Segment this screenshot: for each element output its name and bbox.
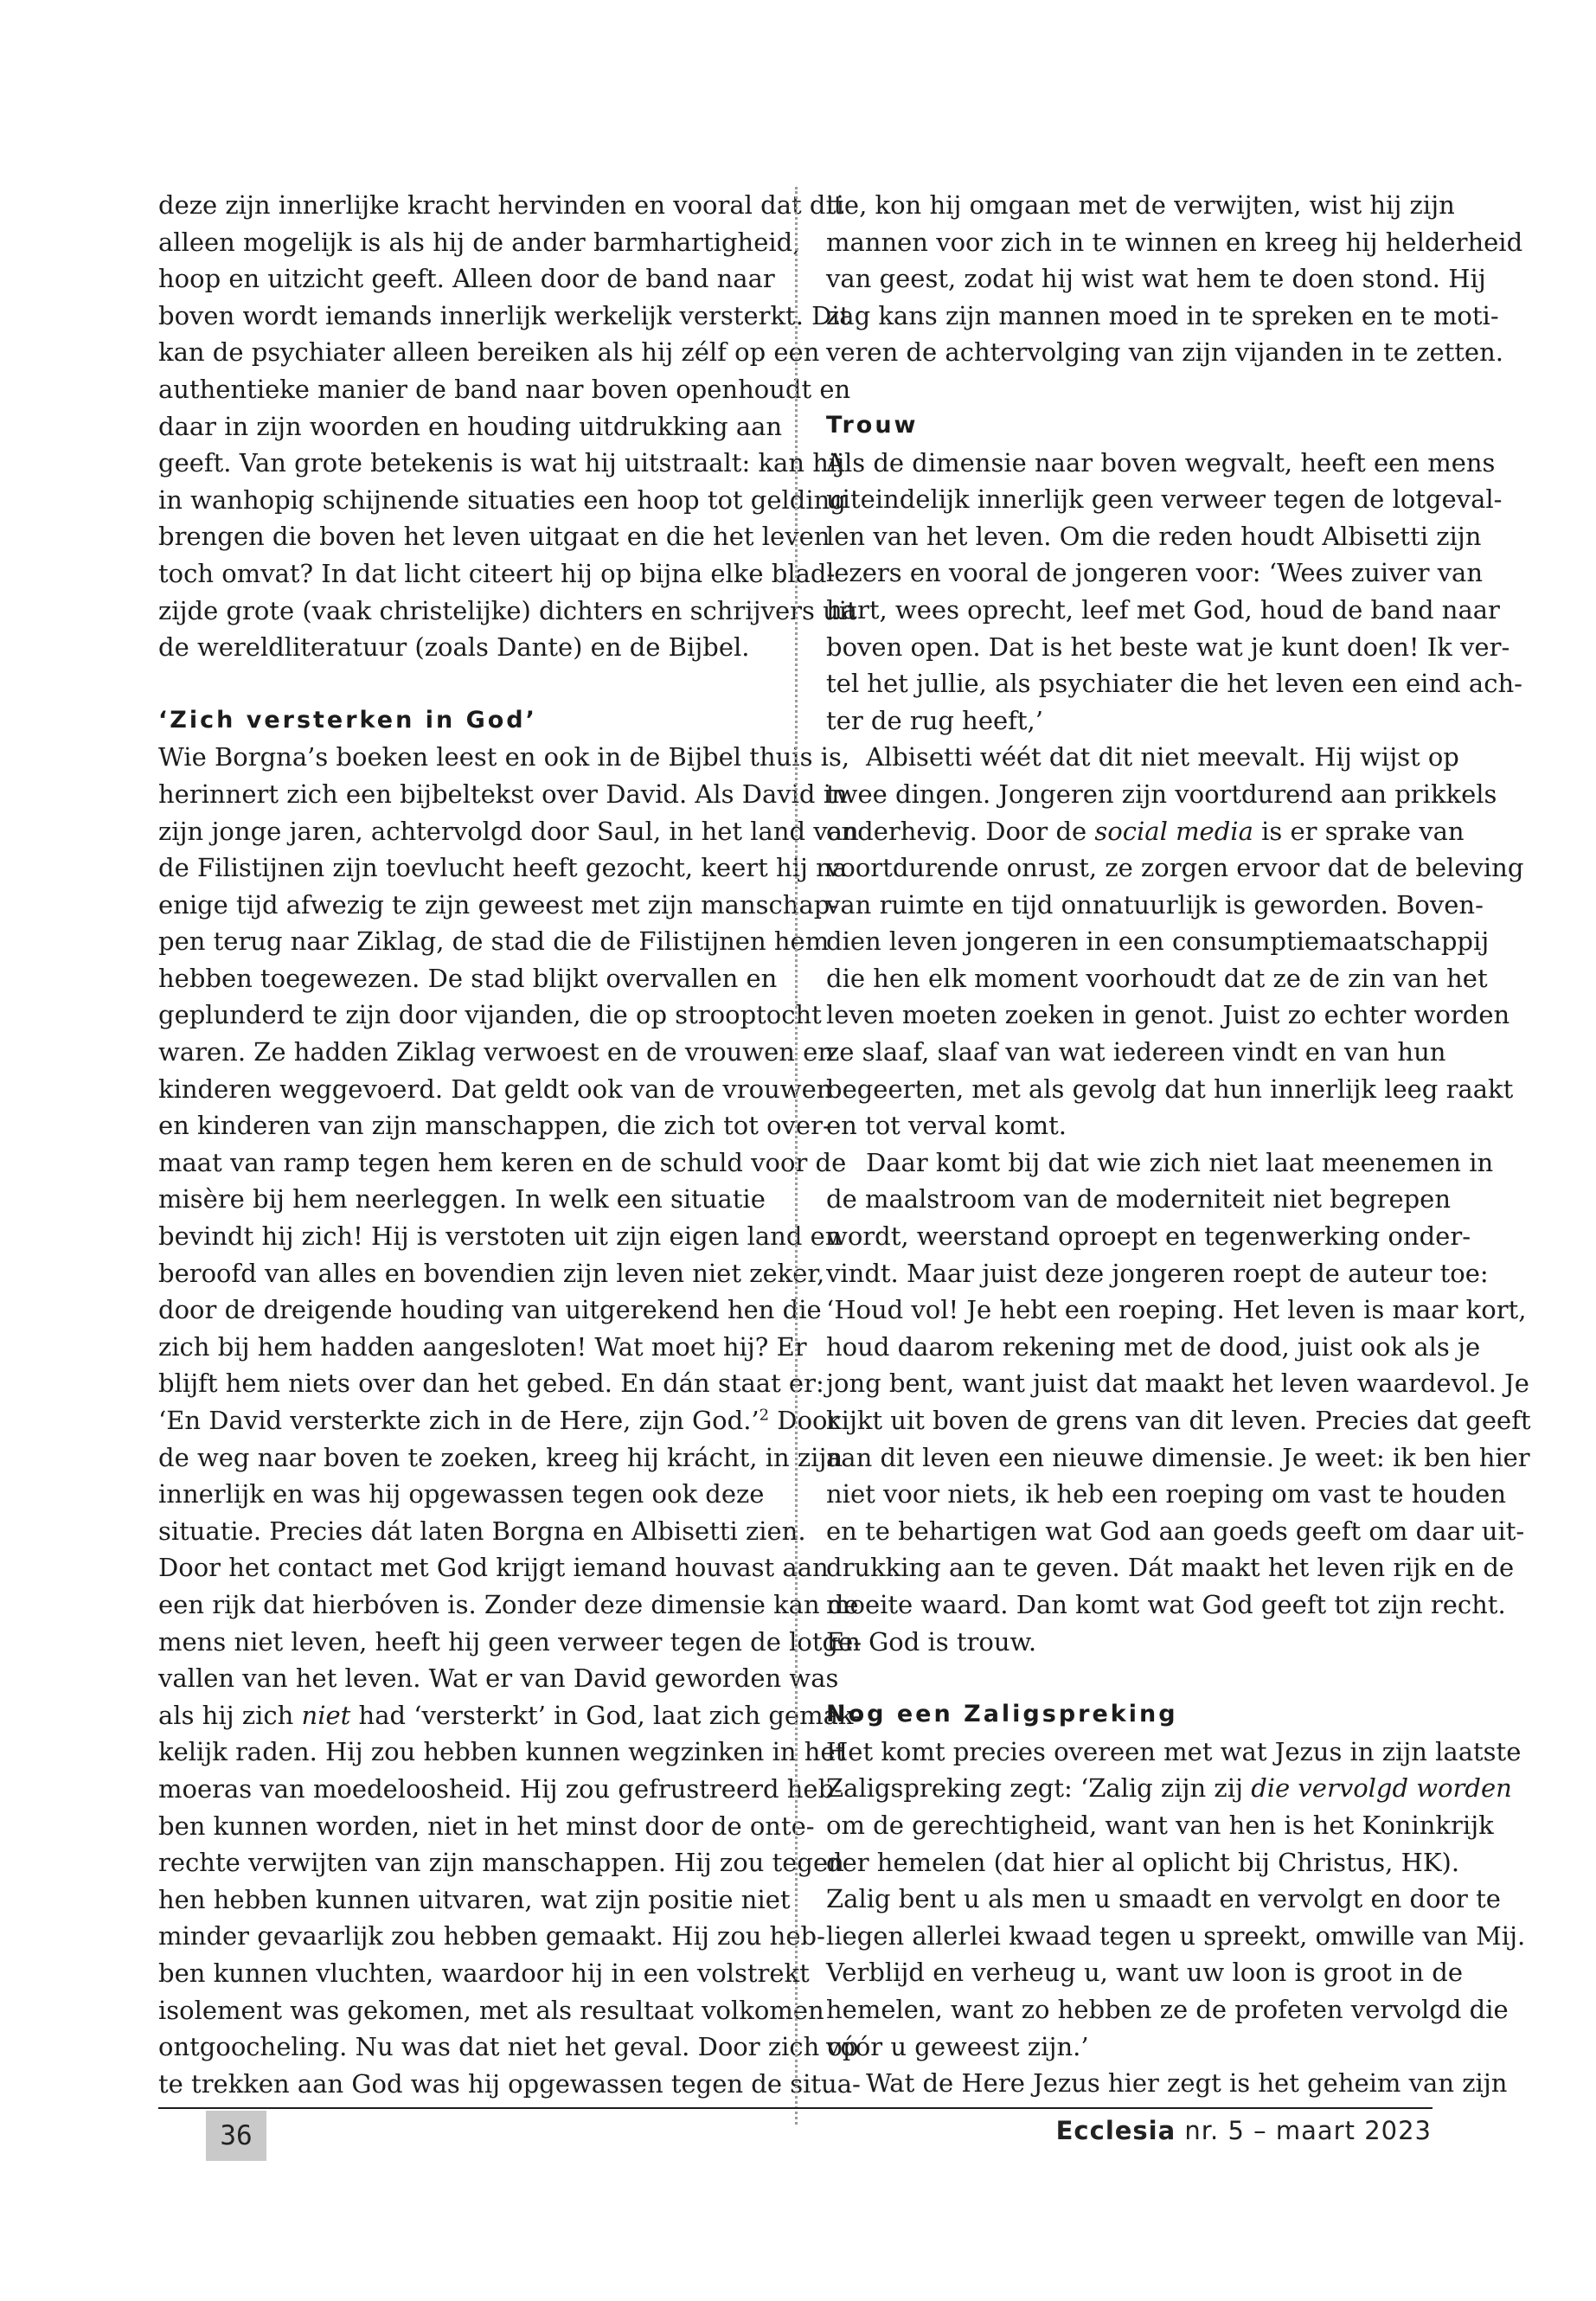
text-line bbox=[826, 1770, 1512, 1807]
text-line: Als de dimensie naar boven wegvalt, heeft een mens bbox=[826, 447, 1496, 478]
column-divider bbox=[795, 187, 798, 2125]
text-line: om de gerechtigheid, want van hen is het Koninkrijk bbox=[826, 1810, 1494, 1840]
text-line: authentieke manier de band naar boven openhoudt en bbox=[158, 374, 851, 404]
spacer bbox=[826, 1660, 1449, 1696]
text-line: de wereldliteratuur (zoals Dante) en de Bijbel. bbox=[158, 632, 750, 663]
paragraph-continuation bbox=[826, 187, 1523, 371]
text-line: dien leven jongeren in een consumptiemaatschappij bbox=[826, 926, 1490, 957]
text-line bbox=[158, 1402, 840, 1439]
text-line: de maalstroom van de moderniteit niet begrepen bbox=[826, 1184, 1452, 1215]
text-line: maat van ramp tegen hem keren en de schuld voor de bbox=[158, 1147, 847, 1177]
text-line: toch omvat? In dat licht citeert hij op bijna elke blad- bbox=[158, 558, 836, 588]
text-line: beroofd van alles en bovendien zijn leven niet zeker, bbox=[158, 1258, 825, 1288]
text-fragment: is er sprake van bbox=[1253, 816, 1465, 846]
spacer bbox=[826, 371, 1449, 407]
paragraph-moderniteit bbox=[826, 1144, 1531, 1660]
text-line: drukking aan te geven. Dát maakt het leven rijk en de bbox=[826, 1553, 1515, 1583]
text-line: en tot verval komt. bbox=[826, 1111, 1067, 1141]
text-line: voortdurende onrust, ze zorgen ervoor dat de beleving bbox=[826, 853, 1524, 883]
text-fragment: Zaligspreking zegt: ‘Zalig zijn zij bbox=[826, 1773, 1252, 1804]
text-line: de weg naar boven te zoeken, kreeg hij krácht, in zijn bbox=[158, 1442, 843, 1472]
text-line: ze slaaf, slaaf van wat iedereen vindt en van hun bbox=[826, 1037, 1446, 1067]
paragraph-zaligspreking bbox=[826, 1734, 1526, 2065]
text-line: zich bij hem hadden aangesloten! Wat moet hij? Er bbox=[158, 1331, 807, 1362]
page-number: 36 bbox=[206, 2111, 266, 2161]
quote-text: ‘En David versterkte zich in de Here, zijn God.’ bbox=[158, 1406, 760, 1435]
text-line: zijn jonge jaren, achtervolgd door Saul, in het land van bbox=[158, 816, 859, 846]
text-line: blijft hem niets over dan het gebed. En dán staat er: bbox=[158, 1368, 824, 1399]
journal-issue bbox=[1056, 2116, 1432, 2145]
text-line: een rijk dat hierbóven is. Zonder deze dimensie kan de bbox=[158, 1589, 859, 1619]
text-line: rechte verwijten van zijn manschappen. Hij zou tegen bbox=[158, 1848, 844, 1878]
text-line: Door het contact met God krijgt iemand houvast aan bbox=[158, 1553, 829, 1583]
text-line: Daar komt bij dat wie zich niet laat meenemen in bbox=[866, 1147, 1494, 1177]
text-line: hebben toegewezen. De stad blijkt overvallen en bbox=[158, 963, 778, 993]
text-line: tel het jullie, als psychiater die het leven een eind ach- bbox=[826, 669, 1522, 699]
issue-info: nr. 5 – maart 2023 bbox=[1176, 2116, 1432, 2145]
text-line: vallen van het leven. Wat er van David geworden was bbox=[158, 1663, 839, 1694]
text-line: der hemelen (dat hier al oplicht bij Christus, HK). bbox=[826, 1847, 1460, 1877]
text-line: begeerten, met als gevolg dat hun innerlijk leeg raakt bbox=[826, 1074, 1514, 1104]
text-line: brengen die boven het leven uitgaat en die het leven bbox=[158, 522, 830, 552]
text-line: ‘Houd vol! Je hebt een roeping. Het leven is maar kort, bbox=[826, 1295, 1527, 1325]
text-line: boven open. Dat is het beste wat je kunt doen! Ik ver- bbox=[826, 631, 1510, 662]
text-line: deze zijn innerlijke kracht hervinden en vooral dat dit bbox=[158, 190, 844, 220]
text-line: in wanhopig schijnende situaties een hoop tot gelding bbox=[158, 484, 846, 515]
text-line: van ruimte en tijd onnatuurlijk is geworden. Boven- bbox=[826, 889, 1484, 920]
text-line: kan de psychiater alleen bereiken als hij zélf op een bbox=[158, 337, 820, 368]
text-line: Wat de Here Jezus hier zegt is het geheim van zijn bbox=[866, 2068, 1508, 2099]
text-line: te trekken aan God was hij opgewassen tegen de situa- bbox=[158, 2068, 861, 2099]
text-line: moeite waard. Dan komt wat God geeft tot zijn recht. bbox=[826, 1589, 1506, 1619]
text-line: pen terug naar Ziklag, de stad die de Filistijnen hem bbox=[158, 926, 830, 957]
text-line: niet voor niets, ik heb een roeping om vast te houden bbox=[826, 1479, 1507, 1509]
emphasis: social media bbox=[1094, 816, 1253, 846]
text-line: En God is trouw. bbox=[826, 1626, 1037, 1657]
text-line: moeras van moedeloosheid. Hij zou gefrustreerd heb- bbox=[158, 1773, 843, 1804]
emphasis: die vervolgd worden bbox=[1251, 1773, 1512, 1804]
text-line: vindt. Maar juist deze jongeren roept de auteur toe: bbox=[826, 1258, 1489, 1288]
text-line: situatie. Precies dát laten Borgna en Albisetti zien. bbox=[158, 1516, 806, 1546]
text-line: hen hebben kunnen uitvaren, wat zijn positie niet bbox=[158, 1884, 791, 1914]
text-line: veren de achtervolging van zijn vijanden in te zetten. bbox=[826, 337, 1503, 368]
text-line: kinderen weggevoerd. Dat geldt ook van de vrouwen bbox=[158, 1074, 833, 1104]
text-line: jong bent, want juist dat maakt het leven waardevol. Je bbox=[826, 1368, 1529, 1399]
paragraph-intro bbox=[158, 187, 857, 666]
text-line: Wie Borgna’s boeken leest en ook in de Bijbel thuis is, bbox=[158, 742, 850, 772]
text-line: herinnert zich een bijbeltekst over David. Als David in bbox=[158, 779, 848, 809]
journal-name: Ecclesia bbox=[1055, 2116, 1176, 2145]
section-heading-trouw: Trouw bbox=[826, 411, 919, 439]
text-line: zag kans zijn mannen moed in te spreken en te moti- bbox=[826, 300, 1499, 330]
text-line: len van het leven. Om die reden houdt Albisetti zijn bbox=[826, 521, 1482, 551]
text-line: Het komt precies overeen met wat Jezus in zijn laatste bbox=[826, 1736, 1522, 1766]
text-line: en kinderen van zijn manschappen, die zich tot over- bbox=[158, 1111, 831, 1141]
text-line: hart, wees oprecht, leef met God, houd de band naar bbox=[826, 594, 1500, 625]
text-line: isolement was gekomen, met als resultaat volkomen bbox=[158, 1995, 824, 2025]
left-column bbox=[158, 187, 862, 2102]
text-line: kelijk raden. Hij zou hebben kunnen wegzinken in het bbox=[158, 1737, 846, 1767]
text-line: hemelen, want zo hebben ze de profeten vervolgd die bbox=[826, 1994, 1509, 2024]
text-line: die hen elk moment voorhoudt dat ze de zin van het bbox=[826, 963, 1488, 993]
text-line: houd daarom rekening met de dood, juist ook als je bbox=[826, 1331, 1481, 1362]
text-line: misère bij hem neerleggen. In welk een situatie bbox=[158, 1184, 766, 1215]
text-line: minder gevaarlijk zou hebben gemaakt. Hij zou heb- bbox=[158, 1921, 825, 1952]
text-line: alleen mogelijk is als hij de ander barmhartigheid, bbox=[158, 227, 801, 257]
text-line: Verblijd en verheug u, want uw loon is groot in de bbox=[826, 1958, 1464, 1988]
section-heading-zaligspreking: Nog een Zaligspreking bbox=[826, 1701, 1178, 1728]
text-line: ontgoocheling. Nu was dat niet het geval. Door zich op bbox=[158, 2032, 859, 2062]
text-line: innerlijk en was hij opgewassen tegen ook deze bbox=[158, 1479, 765, 1509]
text-line: kijkt uit boven de grens van dit leven. Precies dat geeft bbox=[826, 1406, 1531, 1435]
text-line: aan dit leven een nieuwe dimensie. Je weet: ik ben hier bbox=[826, 1442, 1530, 1472]
text-line: de Filistijnen zijn toevlucht heeft gezocht, keert hij na bbox=[158, 853, 848, 883]
text-line: ter de rug heeft,’ bbox=[826, 705, 1043, 735]
text-line: daar in zijn woorden en houding uitdrukking aan bbox=[158, 411, 783, 441]
text-line: Zalig bent u als men u smaadt en vervolgt en door te bbox=[826, 1884, 1501, 1914]
text-fragment: Door bbox=[769, 1406, 840, 1435]
text-fragment: onderhevig. Door de bbox=[826, 816, 1095, 846]
text-line: leven moeten zoeken in genot. Juist zo echter worden bbox=[826, 1000, 1510, 1030]
section-heading-zich-versterken: ‘Zich versterken in God’ bbox=[158, 706, 537, 734]
text-line: tie, kon hij omgaan met de verwijten, wist hij zijn bbox=[826, 190, 1455, 220]
text-line: twee dingen. Jongeren zijn voortdurend aan prikkels bbox=[826, 779, 1497, 809]
text-line: liegen allerlei kwaad tegen u spreekt, omwille van Mij. bbox=[826, 1920, 1526, 1951]
text-line: bevindt hij zich! Hij is verstoten uit zijn eigen land en bbox=[158, 1221, 842, 1252]
text-line: lezers en vooral de jongeren voor: ‘Wees zuiver van bbox=[826, 558, 1484, 588]
text-line: geplunderd te zijn door vijanden, die op strooptocht bbox=[158, 1000, 822, 1030]
text-line: mannen voor zich in te winnen en kreeg hij helderheid bbox=[826, 227, 1523, 257]
emphasis: niet bbox=[301, 1700, 351, 1730]
text-line: wordt, weerstand oproept en tegenwerking onder- bbox=[826, 1221, 1471, 1252]
paragraph-david bbox=[158, 739, 862, 2102]
text-fragment: als hij zich bbox=[158, 1700, 302, 1730]
text-line: uiteindelijk innerlijk geen verweer tegen de lotgeval- bbox=[826, 484, 1503, 515]
text-line: ben kunnen worden, niet in het minst door de onte- bbox=[158, 1811, 815, 1841]
text-line: enige tijd afwezig te zijn geweest met zijn manschap- bbox=[158, 889, 839, 920]
text-line: ben kunnen vluchten, waardoor hij in een volstrekt bbox=[158, 1958, 810, 1988]
text-line: en te behartigen wat God aan goeds geeft om daar uit- bbox=[826, 1516, 1525, 1546]
text-line: Albisetti wéét dat dit niet meevalt. Hij wijst op bbox=[866, 742, 1459, 772]
text-line: hoop en uitzicht geeft. Alleen door de band naar bbox=[158, 264, 775, 294]
text-line: boven wordt iemands innerlijk werkelijk versterkt. Dit bbox=[158, 300, 850, 330]
footnote-ref: 2 bbox=[759, 1406, 770, 1425]
right-column bbox=[826, 187, 1531, 2102]
footer-rule bbox=[158, 2107, 1433, 2109]
text-line: zijde grote (vaak christelijke) dichters en schrijvers uit bbox=[158, 595, 857, 625]
text-line: vóór u geweest zijn.’ bbox=[826, 2031, 1089, 2061]
paragraph-albisetti bbox=[826, 739, 1524, 1144]
text-fragment: had ‘versterkt’ in God, laat zich gemak- bbox=[350, 1700, 862, 1730]
text-line bbox=[158, 1697, 862, 1734]
text-line: mens niet leven, heeft hij geen verweer tegen de lotge- bbox=[158, 1626, 862, 1657]
text-line: van geest, zodat hij wist wat hem te doen stond. Hij bbox=[826, 264, 1486, 294]
paragraph-geheim bbox=[826, 2065, 1508, 2102]
text-line bbox=[826, 813, 1465, 850]
text-line: door de dreigende houding van uitgerekend hen die bbox=[158, 1295, 822, 1325]
spacer bbox=[158, 666, 781, 702]
text-line: geeft. Van grote betekenis is wat hij uitstraalt: kan hij bbox=[158, 448, 845, 478]
text-line: waren. Ze hadden Ziklag verwoest en de vrouwen en bbox=[158, 1037, 834, 1067]
paragraph-dimensie bbox=[826, 445, 1522, 740]
